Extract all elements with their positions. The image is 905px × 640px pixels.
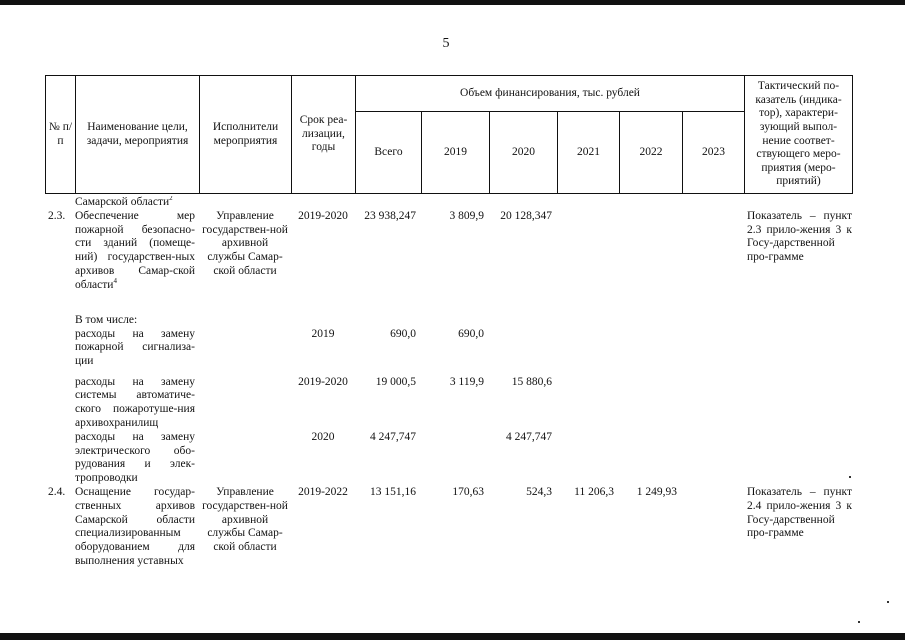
- funding-total: [355, 314, 421, 328]
- funding-2022: [619, 314, 682, 328]
- footnote-marker: 4: [113, 276, 117, 285]
- funding-2020-text: 15 880,6: [511, 375, 552, 388]
- table-row: [45, 196, 852, 210]
- funding-2020: [489, 210, 557, 314]
- funding-2021-text: 11 206,3: [574, 485, 614, 498]
- scan-top-edge: [0, 0, 905, 5]
- funding-2020-text: 20 128,347: [500, 209, 552, 222]
- funding-2020-text: 524,3: [526, 485, 552, 498]
- scan-speck: [858, 621, 860, 623]
- implementation-term-text: 2019-2020: [298, 375, 348, 388]
- funding-total-text: 13 151,16: [370, 485, 416, 498]
- funding-2019: [421, 210, 489, 314]
- executors: [199, 376, 291, 431]
- activity-name-text: В том числе:: [75, 313, 138, 326]
- tactical-indicator: [744, 196, 852, 210]
- funding-2023: [682, 314, 744, 328]
- funding-2019-text: 690,0: [458, 327, 484, 340]
- row-number: [45, 314, 75, 328]
- funding-total: [355, 196, 421, 210]
- executors: [199, 314, 291, 328]
- row-number: [45, 376, 75, 431]
- activity-name-text: Оснащение государ-ственных архивов Самарской области специализированным оборудованием для выполнения уставных: [75, 485, 195, 567]
- header-executors: Исполнители мероприятия: [200, 76, 292, 194]
- funding-2020: [489, 196, 557, 210]
- activity-name: [75, 328, 199, 376]
- activity-name-text: расходы на замену электрического обо-рудования и элек-тропроводки: [75, 430, 195, 485]
- activity-name: [75, 210, 199, 314]
- funding-2019: [421, 314, 489, 328]
- funding-2021: [557, 376, 619, 431]
- header-year-2021: 2021: [558, 112, 620, 194]
- funding-2023: [682, 431, 744, 486]
- header-year-2022: 2022: [620, 112, 683, 194]
- executors: [199, 196, 291, 210]
- activity-name: [75, 196, 199, 210]
- table-row: [45, 431, 852, 486]
- activity-name-text: Самарской области: [75, 196, 170, 208]
- funding-2023: [682, 376, 744, 431]
- funding-2023: [682, 210, 744, 314]
- activity-name-text: расходы на замену пожарной сигнализа-ции: [75, 327, 195, 368]
- executors: [199, 486, 291, 591]
- funding-2022: [619, 431, 682, 486]
- funding-total: [355, 486, 421, 591]
- header-year-2019: 2019: [422, 112, 490, 194]
- implementation-term: [291, 210, 355, 314]
- footnote-marker: 2: [169, 196, 173, 203]
- funding-2022: [619, 376, 682, 431]
- funding-2021: [557, 196, 619, 210]
- header-term: Срок реа-лизации, годы: [292, 76, 356, 194]
- funding-2020: [489, 376, 557, 431]
- table-row: [45, 328, 852, 376]
- tactical-indicator: [744, 210, 852, 314]
- funding-2020-text: 4 247,747: [506, 430, 552, 443]
- funding-2019: [421, 328, 489, 376]
- row-number: [45, 431, 75, 486]
- funding-total: [355, 431, 421, 486]
- funding-2021: [557, 431, 619, 486]
- funding-total: [355, 328, 421, 376]
- funding-total-text: 19 000,5: [375, 375, 416, 388]
- funding-2019-text: 3 119,9: [449, 375, 484, 388]
- row-number: [45, 328, 75, 376]
- funding-table-body: [45, 196, 852, 591]
- tactical-indicator: [744, 431, 852, 486]
- funding-2023: [682, 486, 744, 591]
- table-row: [45, 314, 852, 328]
- funding-2019: [421, 486, 489, 591]
- implementation-term: [291, 196, 355, 210]
- tactical-indicator: [744, 486, 852, 591]
- funding-total: [355, 210, 421, 314]
- table-row: [45, 376, 852, 431]
- row-number-text: 2.3.: [48, 209, 66, 222]
- funding-2019-text: 3 809,9: [449, 209, 484, 222]
- implementation-term-text: 2020: [311, 430, 335, 443]
- funding-2022: [619, 196, 682, 210]
- implementation-term: [291, 328, 355, 376]
- executors: [199, 328, 291, 376]
- funding-2020: [489, 431, 557, 486]
- table-row: [45, 486, 852, 591]
- funding-2020: [489, 314, 557, 328]
- header-funding-group: Объем финансирования, тыс. рублей: [356, 76, 745, 112]
- row-number: [45, 210, 75, 314]
- executors: [199, 431, 291, 486]
- funding-total: [355, 376, 421, 431]
- table-header: [45, 75, 853, 194]
- executors: [199, 210, 291, 314]
- header-year-2020: 2020: [490, 112, 558, 194]
- funding-total-text: 4 247,747: [370, 430, 416, 443]
- tactical-indicator-text: Показатель – пункт 2.3 прило-жения 3 к Госу-дарственной про-грамме: [747, 209, 852, 264]
- funding-total-text: 690,0: [390, 327, 416, 340]
- executors-text: Управление государствен-ной архивной службы Самар-ской области: [202, 485, 288, 554]
- tactical-indicator-text: Показатель – пункт 2.4 прило-жения 3 к Госу-дарственной про-грамме: [747, 485, 852, 540]
- implementation-term: [291, 431, 355, 486]
- table-row: [45, 210, 852, 314]
- activity-name-text: расходы на замену системы автоматиче-ского пожаротуше-ния архивохранилищ: [75, 375, 195, 429]
- implementation-term-text: 2019-2020: [298, 209, 348, 222]
- funding-2022-text: 1 249,93: [636, 485, 677, 498]
- page-number: 5: [442, 36, 450, 51]
- implementation-term-text: 2019-2022: [298, 485, 348, 498]
- row-number: [45, 196, 75, 210]
- row-number-text: 2.4.: [48, 485, 66, 498]
- funding-2019-text: 170,63: [452, 485, 484, 498]
- funding-2021: [557, 486, 619, 591]
- activity-name: [75, 486, 199, 591]
- header-tactical: Тактический по-казатель (индика-тор), характери-зующий выпол-нение соответ-ствующего меро-приятия (меро-приятий): [745, 76, 853, 194]
- funding-2021: [557, 328, 619, 376]
- scan-speck: [849, 476, 851, 478]
- activity-name-text: Обеспечение мер пожарной безопасно-сти зданий (помеще-ний) государствен-ных архивов Самар-ской области: [75, 209, 195, 291]
- implementation-term-text: 2019: [311, 327, 335, 340]
- header-num: № п/п: [46, 76, 76, 194]
- funding-2022: [619, 210, 682, 314]
- tactical-indicator: [744, 328, 852, 376]
- funding-total-text: 23 938,247: [364, 209, 416, 222]
- funding-2023: [682, 196, 744, 210]
- funding-2021: [557, 210, 619, 314]
- funding-2019: [421, 431, 489, 486]
- implementation-term: [291, 376, 355, 431]
- header-total: Всего: [356, 112, 422, 194]
- funding-2023: [682, 328, 744, 376]
- header-name: Наименование цели, задачи, мероприятия: [76, 76, 200, 194]
- activity-name: [75, 376, 199, 431]
- activity-name: [75, 431, 199, 486]
- scan-bottom-edge: [0, 633, 905, 640]
- tactical-indicator: [744, 314, 852, 328]
- header-year-2023: 2023: [683, 112, 745, 194]
- funding-2020: [489, 486, 557, 591]
- implementation-term: [291, 486, 355, 591]
- scan-speck: [887, 601, 889, 603]
- funding-2019: [421, 196, 489, 210]
- funding-2019: [421, 376, 489, 431]
- implementation-term: [291, 314, 355, 328]
- tactical-indicator: [744, 376, 852, 431]
- activity-name: [75, 314, 199, 328]
- executors-text: Управление государствен-ной архивной службы Самар-ской области: [202, 209, 288, 277]
- funding-2020: [489, 328, 557, 376]
- funding-2021: [557, 314, 619, 328]
- row-number: [45, 486, 75, 591]
- funding-2022: [619, 486, 682, 591]
- funding-2022: [619, 328, 682, 376]
